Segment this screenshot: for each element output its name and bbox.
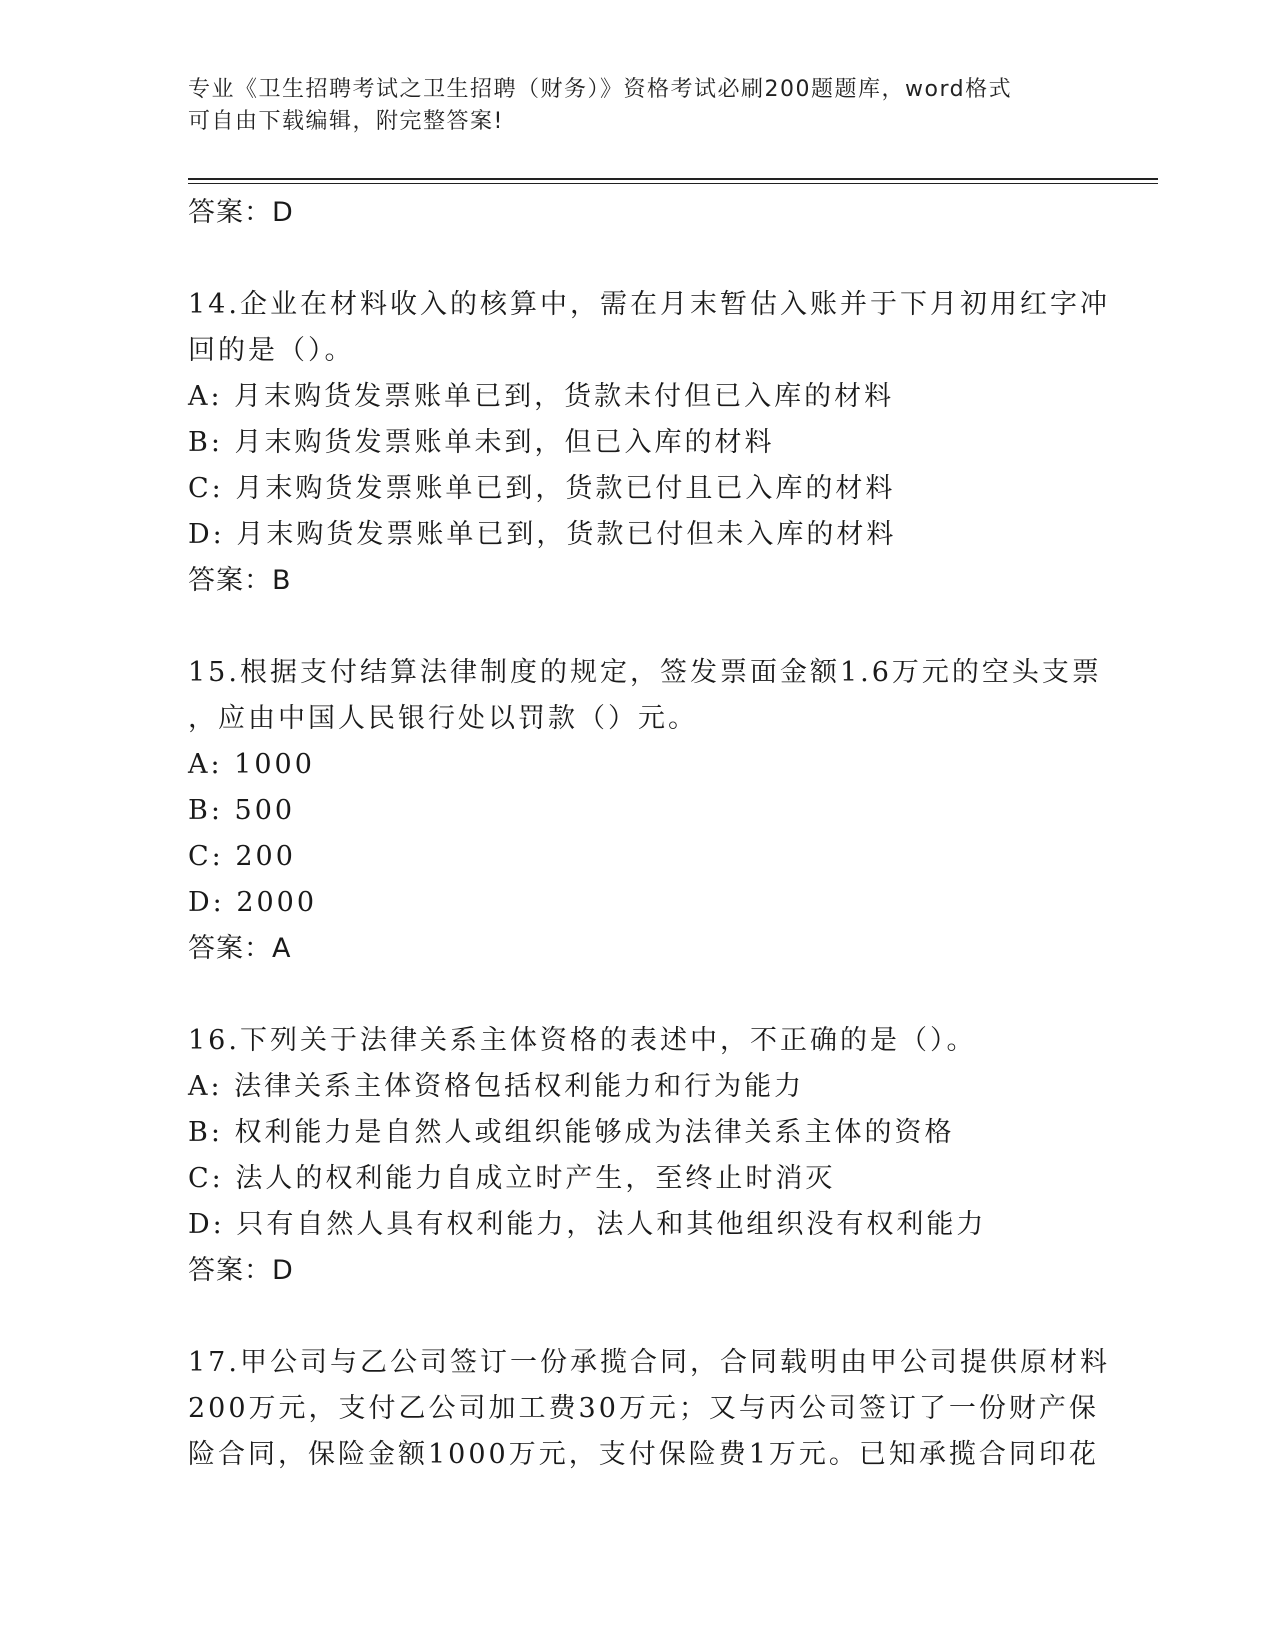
question-text: 17.甲公司与乙公司签订一份承揽合同，合同载明由甲公司提供原材料: [188, 1347, 1110, 1378]
answer-line: 答案：B: [188, 565, 292, 596]
spacer: [188, 1294, 1088, 1340]
answer-line: 答案：A: [188, 933, 292, 964]
question-text: 14.企业在材料收入的核算中，需在月末暂估入账并于下月初用红字冲: [188, 289, 1110, 320]
option-b: B: 权利能力是自然人或组织能够成为法律关系主体的资格: [188, 1117, 955, 1148]
question-block: [188, 1018, 1088, 1294]
question-block: [188, 650, 1102, 972]
header-divider-thin: [188, 183, 1158, 184]
spacer: [188, 604, 1088, 650]
option-a: A: 月末购货发票账单已到，货款未付但已入库的材料: [188, 381, 895, 412]
header-divider-thick: [188, 178, 1158, 180]
question-text: 16.下列关于法律关系主体资格的表述中，不正确的是（）。: [188, 1025, 977, 1056]
option-c: C: 200: [188, 841, 296, 872]
option-c: C: 月末购货发票账单已到，货款已付且已入库的材料: [188, 473, 896, 504]
option-d: D: 月末购货发票账单已到，货款已付但未入库的材料: [188, 519, 897, 550]
question-text: 险合同，保险金额1000万元，支付保险费1万元。已知承揽合同印花: [188, 1439, 1099, 1470]
question-text: ，应由中国人民银行处以罚款（）元。: [188, 703, 698, 734]
option-a: A: 法律关系主体资格包括权利能力和行为能力: [188, 1071, 805, 1102]
header-line-2: 可自由下载编辑，附完整答案!: [188, 109, 504, 134]
option-c: C: 法人的权利能力自成立时产生，至终止时消灭: [188, 1163, 836, 1194]
option-d: D: 2000: [188, 887, 318, 918]
question-text: 回的是（）。: [188, 335, 355, 366]
option-b: B: 500: [188, 795, 296, 826]
option-b: B: 月末购货发票账单未到，但已入库的材料: [188, 427, 775, 458]
page-header: [188, 74, 1068, 138]
document-body: [188, 190, 1110, 1478]
option-d: D: 只有自然人具有权利能力，法人和其他组织没有权利能力: [188, 1209, 987, 1240]
option-a: A: 1000: [188, 749, 315, 780]
question-text: 15.根据支付结算法律制度的规定，签发票面金额1.6万元的空头支票: [188, 657, 1102, 688]
answer-line: 答案：D: [188, 1255, 294, 1286]
question-block: [188, 282, 1110, 604]
answer-line: 答案：D: [188, 197, 294, 228]
spacer: [188, 236, 1088, 282]
question-block: [188, 1340, 1110, 1478]
spacer: [188, 972, 1088, 1018]
header-line-1: 专业《卫生招聘考试之卫生招聘（财务）》资格考试必刷200题题库，word格式: [188, 77, 1013, 102]
question-text: 200万元，支付乙公司加工费30万元；又与丙公司签订了一份财产保: [188, 1393, 1099, 1424]
